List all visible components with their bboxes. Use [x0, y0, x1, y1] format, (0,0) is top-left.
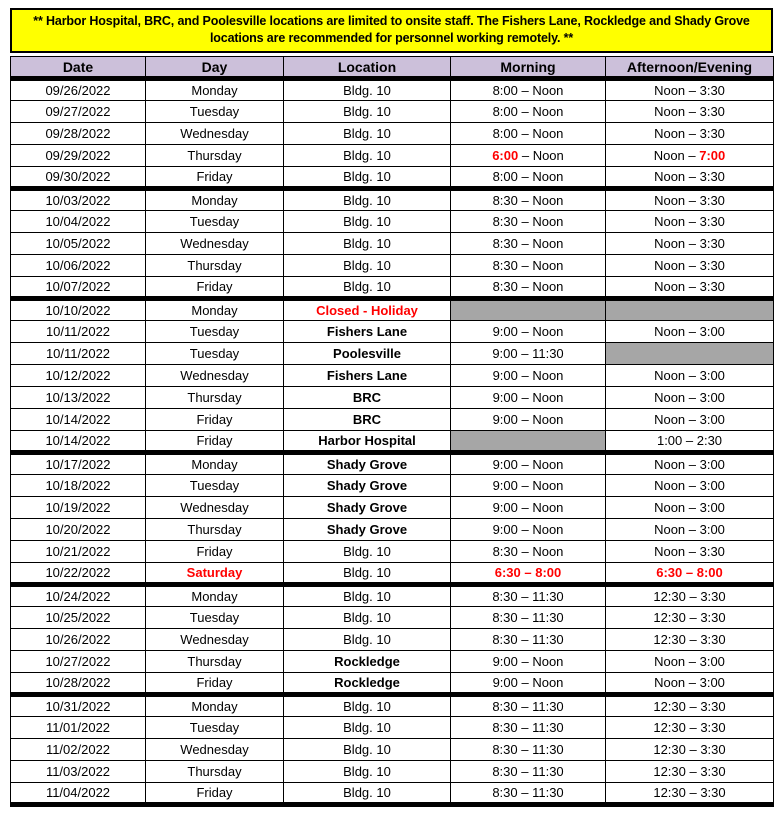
- cell-day: Wednesday: [146, 497, 284, 519]
- schedule-sheet: [10, 8, 773, 807]
- cell-day: Monday: [146, 695, 284, 717]
- cell-day: Friday: [146, 783, 284, 805]
- cell-location: BRC: [284, 387, 451, 409]
- cell-afternoon: Noon – 3:00: [606, 673, 774, 695]
- cell-morning: 8:30 – Noon: [451, 277, 606, 299]
- cell-morning: 9:00 – Noon: [451, 453, 606, 475]
- notice-banner: ** Harbor Hospital, BRC, and Poolesville locations are limited to onsite staff. The Fishers Lane, Rockledge and Shady Grove locations are recommended for personnel working remotely. **: [10, 8, 773, 53]
- cell-location: Shady Grove: [284, 519, 451, 541]
- cell-morning: 8:30 – 11:30: [451, 783, 606, 805]
- table-row: [11, 365, 774, 387]
- cell-afternoon: Noon – 3:30: [606, 79, 774, 101]
- cell-date: 09/29/2022: [11, 145, 146, 167]
- table-row: [11, 783, 774, 805]
- cell-date: 10/06/2022: [11, 255, 146, 277]
- cell-afternoon: Noon – 3:00: [606, 497, 774, 519]
- cell-afternoon: Noon – 3:00: [606, 365, 774, 387]
- table-row: [11, 277, 774, 299]
- cell-afternoon: Noon – 3:30: [606, 189, 774, 211]
- cell-afternoon: 12:30 – 3:30: [606, 607, 774, 629]
- cell-location: Bldg. 10: [284, 695, 451, 717]
- cell-afternoon: 12:30 – 3:30: [606, 783, 774, 805]
- cell-morning: 9:00 – Noon: [451, 651, 606, 673]
- cell-afternoon: 12:30 – 3:30: [606, 695, 774, 717]
- cell-location: Shady Grove: [284, 497, 451, 519]
- table-row: [11, 541, 774, 563]
- cell-morning: 8:30 – Noon: [451, 211, 606, 233]
- cell-day: Saturday: [146, 563, 284, 585]
- table-header: [11, 57, 774, 79]
- highlight-time: 7:00: [699, 148, 726, 163]
- cell-morning: 6:30 – 8:00: [451, 563, 606, 585]
- cell-date: 10/11/2022: [11, 321, 146, 343]
- cell-date: 10/17/2022: [11, 453, 146, 475]
- cell-location: Bldg. 10: [284, 255, 451, 277]
- cell-location: Bldg. 10: [284, 607, 451, 629]
- cell-morning: 8:30 – 11:30: [451, 739, 606, 761]
- cell-morning: 9:00 – Noon: [451, 409, 606, 431]
- table-row: [11, 607, 774, 629]
- cell-morning: 9:00 – Noon: [451, 387, 606, 409]
- cell-morning: 8:00 – Noon: [451, 123, 606, 145]
- cell-morning: 9:00 – 11:30: [451, 343, 606, 365]
- cell-morning: 9:00 – Noon: [451, 365, 606, 387]
- cell-date: 11/04/2022: [11, 783, 146, 805]
- cell-date: 09/27/2022: [11, 101, 146, 123]
- table-row: [11, 189, 774, 211]
- cell-afternoon: Noon – 3:00: [606, 409, 774, 431]
- cell-day: Wednesday: [146, 233, 284, 255]
- cell-day: Monday: [146, 189, 284, 211]
- cell-day: Friday: [146, 409, 284, 431]
- cell-afternoon: Noon – 3:30: [606, 123, 774, 145]
- column-header-morning: Morning: [451, 57, 606, 79]
- cell-day: Monday: [146, 299, 284, 321]
- cell-morning: 9:00 – Noon: [451, 321, 606, 343]
- cell-location: Bldg. 10: [284, 629, 451, 651]
- cell-date: 10/03/2022: [11, 189, 146, 211]
- cell-afternoon: [606, 299, 774, 321]
- cell-date: 10/13/2022: [11, 387, 146, 409]
- cell-location: Bldg. 10: [284, 739, 451, 761]
- cell-location: Bldg. 10: [284, 145, 451, 167]
- table-row: [11, 717, 774, 739]
- cell-afternoon: 12:30 – 3:30: [606, 585, 774, 607]
- cell-morning: 8:00 – Noon: [451, 79, 606, 101]
- cell-day: Monday: [146, 79, 284, 101]
- cell-day: Tuesday: [146, 321, 284, 343]
- cell-day: Friday: [146, 167, 284, 189]
- column-header-date: Date: [11, 57, 146, 79]
- cell-date: 09/30/2022: [11, 167, 146, 189]
- cell-afternoon: Noon – 3:30: [606, 255, 774, 277]
- cell-date: 10/21/2022: [11, 541, 146, 563]
- cell-afternoon: Noon – 3:30: [606, 277, 774, 299]
- cell-day: Tuesday: [146, 343, 284, 365]
- cell-date: 10/24/2022: [11, 585, 146, 607]
- cell-morning: 8:30 – 11:30: [451, 695, 606, 717]
- cell-day: Thursday: [146, 255, 284, 277]
- table-row: [11, 233, 774, 255]
- cell-morning: 8:30 – Noon: [451, 189, 606, 211]
- cell-date: 10/10/2022: [11, 299, 146, 321]
- table-row: [11, 211, 774, 233]
- cell-afternoon: Noon – 3:30: [606, 233, 774, 255]
- cell-day: Tuesday: [146, 101, 284, 123]
- cell-day: Friday: [146, 277, 284, 299]
- table-row: [11, 145, 774, 167]
- cell-date: 10/04/2022: [11, 211, 146, 233]
- table-row: [11, 101, 774, 123]
- cell-day: Thursday: [146, 387, 284, 409]
- cell-location: Bldg. 10: [284, 233, 451, 255]
- table-row: [11, 409, 774, 431]
- cell-day: Thursday: [146, 145, 284, 167]
- cell-location: Bldg. 10: [284, 585, 451, 607]
- cell-date: 10/11/2022: [11, 343, 146, 365]
- cell-location: Bldg. 10: [284, 189, 451, 211]
- cell-day: Tuesday: [146, 475, 284, 497]
- table-row: [11, 673, 774, 695]
- cell-location: Bldg. 10: [284, 123, 451, 145]
- cell-afternoon: 6:30 – 8:00: [606, 563, 774, 585]
- cell-location: Bldg. 10: [284, 101, 451, 123]
- cell-day: Tuesday: [146, 607, 284, 629]
- table-row: [11, 739, 774, 761]
- cell-date: 10/14/2022: [11, 409, 146, 431]
- cell-morning: 9:00 – Noon: [451, 497, 606, 519]
- cell-afternoon: Noon – 3:00: [606, 475, 774, 497]
- cell-location: Fishers Lane: [284, 321, 451, 343]
- cell-date: 11/03/2022: [11, 761, 146, 783]
- cell-location: Rockledge: [284, 673, 451, 695]
- table-row: [11, 475, 774, 497]
- cell-afternoon: Noon – 3:00: [606, 453, 774, 475]
- cell-morning: 9:00 – Noon: [451, 519, 606, 541]
- cell-afternoon: Noon – 3:30: [606, 211, 774, 233]
- cell-location: Poolesville: [284, 343, 451, 365]
- cell-date: 10/26/2022: [11, 629, 146, 651]
- cell-day: Tuesday: [146, 211, 284, 233]
- cell-date: 09/26/2022: [11, 79, 146, 101]
- cell-location: Shady Grove: [284, 475, 451, 497]
- cell-location: Harbor Hospital: [284, 431, 451, 453]
- cell-afternoon: Noon – 3:00: [606, 387, 774, 409]
- cell-morning: 8:30 – Noon: [451, 233, 606, 255]
- cell-location: BRC: [284, 409, 451, 431]
- cell-location: Bldg. 10: [284, 761, 451, 783]
- cell-location: Bldg. 10: [284, 167, 451, 189]
- table-row: [11, 431, 774, 453]
- cell-location: Bldg. 10: [284, 783, 451, 805]
- table-row: [11, 563, 774, 585]
- table-row: [11, 387, 774, 409]
- cell-afternoon: 12:30 – 3:30: [606, 739, 774, 761]
- cell-location: Fishers Lane: [284, 365, 451, 387]
- cell-location: Bldg. 10: [284, 277, 451, 299]
- table-row: [11, 497, 774, 519]
- cell-morning: 8:30 – 11:30: [451, 585, 606, 607]
- header-row: [11, 57, 774, 79]
- cell-morning: 9:00 – Noon: [451, 673, 606, 695]
- cell-date: 10/22/2022: [11, 563, 146, 585]
- cell-location: Bldg. 10: [284, 211, 451, 233]
- cell-afternoon: Noon – 3:00: [606, 651, 774, 673]
- cell-day: Thursday: [146, 761, 284, 783]
- column-header-day: Day: [146, 57, 284, 79]
- cell-date: 10/14/2022: [11, 431, 146, 453]
- cell-morning: 8:30 – 11:30: [451, 761, 606, 783]
- cell-morning: [451, 299, 606, 321]
- cell-day: Friday: [146, 673, 284, 695]
- column-header-afternoon: Afternoon/Evening: [606, 57, 774, 79]
- cell-date: 10/18/2022: [11, 475, 146, 497]
- table-row: [11, 761, 774, 783]
- cell-location: Bldg. 10: [284, 563, 451, 585]
- cell-morning: [451, 145, 606, 167]
- cell-day: Friday: [146, 541, 284, 563]
- cell-morning: 8:30 – 11:30: [451, 607, 606, 629]
- cell-date: 10/12/2022: [11, 365, 146, 387]
- cell-location: Bldg. 10: [284, 541, 451, 563]
- cell-day: Thursday: [146, 651, 284, 673]
- table-row: [11, 79, 774, 101]
- cell-date: 10/27/2022: [11, 651, 146, 673]
- table-row: [11, 123, 774, 145]
- cell-day: Wednesday: [146, 739, 284, 761]
- cell-day: Monday: [146, 585, 284, 607]
- cell-date: 10/31/2022: [11, 695, 146, 717]
- cell-afternoon: 12:30 – 3:30: [606, 629, 774, 651]
- cell-morning: 8:30 – 11:30: [451, 629, 606, 651]
- cell-afternoon: Noon – 3:30: [606, 101, 774, 123]
- cell-location: Bldg. 10: [284, 79, 451, 101]
- table-row: [11, 651, 774, 673]
- cell-afternoon: [606, 343, 774, 365]
- table-row: [11, 255, 774, 277]
- cell-afternoon: 1:00 – 2:30: [606, 431, 774, 453]
- table-row: [11, 343, 774, 365]
- schedule-table: [10, 56, 774, 807]
- cell-date: 10/25/2022: [11, 607, 146, 629]
- table-row: [11, 453, 774, 475]
- cell-day: Monday: [146, 453, 284, 475]
- column-header-location: Location: [284, 57, 451, 79]
- table-row: [11, 299, 774, 321]
- cell-day: Tuesday: [146, 717, 284, 739]
- cell-location: Closed - Holiday: [284, 299, 451, 321]
- cell-morning: 9:00 – Noon: [451, 475, 606, 497]
- cell-day: Wednesday: [146, 123, 284, 145]
- cell-afternoon: Noon – 3:30: [606, 541, 774, 563]
- cell-afternoon: Noon – 3:30: [606, 167, 774, 189]
- cell-day: Wednesday: [146, 629, 284, 651]
- cell-morning: [451, 431, 606, 453]
- time-rest: Noon –: [653, 148, 700, 163]
- cell-day: Wednesday: [146, 365, 284, 387]
- cell-day: Friday: [146, 431, 284, 453]
- table-row: [11, 629, 774, 651]
- cell-afternoon: Noon – 3:00: [606, 321, 774, 343]
- table-row: [11, 519, 774, 541]
- table-row: [11, 321, 774, 343]
- table-row: [11, 695, 774, 717]
- cell-date: 10/28/2022: [11, 673, 146, 695]
- cell-location: Shady Grove: [284, 453, 451, 475]
- cell-day: Thursday: [146, 519, 284, 541]
- cell-morning: 8:30 – Noon: [451, 541, 606, 563]
- cell-date: 11/01/2022: [11, 717, 146, 739]
- cell-date: 10/20/2022: [11, 519, 146, 541]
- cell-morning: 8:00 – Noon: [451, 101, 606, 123]
- cell-date: 10/19/2022: [11, 497, 146, 519]
- cell-afternoon: 12:30 – 3:30: [606, 717, 774, 739]
- table-row: [11, 167, 774, 189]
- cell-date: 09/28/2022: [11, 123, 146, 145]
- cell-morning: 8:30 – 11:30: [451, 717, 606, 739]
- cell-date: 10/05/2022: [11, 233, 146, 255]
- table-row: [11, 585, 774, 607]
- cell-afternoon: Noon – 3:00: [606, 519, 774, 541]
- cell-morning: 8:30 – Noon: [451, 255, 606, 277]
- time-rest: – Noon: [518, 148, 564, 163]
- cell-afternoon: [606, 145, 774, 167]
- cell-date: 11/02/2022: [11, 739, 146, 761]
- cell-location: Bldg. 10: [284, 717, 451, 739]
- table-body: [11, 79, 774, 805]
- highlight-time: 6:00: [492, 148, 519, 163]
- cell-afternoon: 12:30 – 3:30: [606, 761, 774, 783]
- cell-location: Rockledge: [284, 651, 451, 673]
- cell-morning: 8:00 – Noon: [451, 167, 606, 189]
- cell-date: 10/07/2022: [11, 277, 146, 299]
